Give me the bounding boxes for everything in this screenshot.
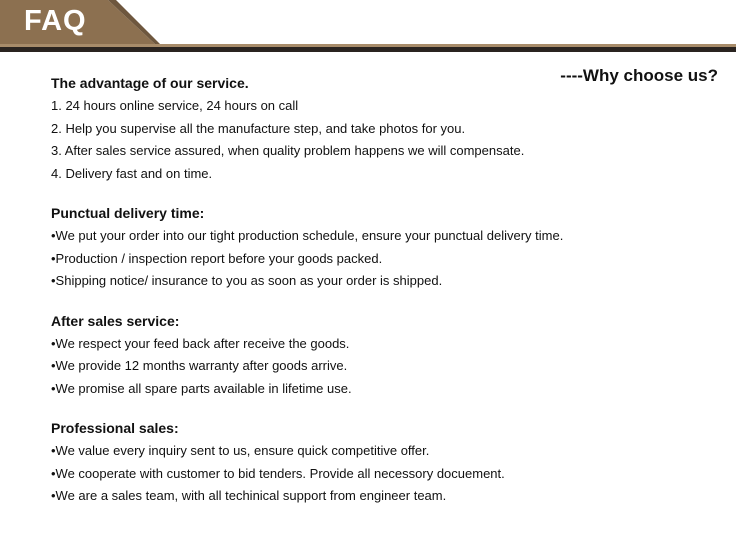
list-item: •Production / inspection report before your goods packed. [51,250,383,266]
list-item: •Shipping notice/ insurance to you as soon as your order is shipped. [51,273,443,288]
list-item: •We are a sales team, with all techinical support from engineer team. [51,488,447,503]
why-choose-us-tagline: ----Why choose us? [560,66,718,85]
section-service-advantage [51,72,721,185]
page-title: FAQ [24,5,87,37]
list-item: •We put your order into our tight production schedule, ensure your punctual delivery time. [51,228,564,243]
faq-content [51,72,721,525]
list-item: 3. After sales service assured, when quality problem happens we will compensate. [51,143,525,158]
section-heading: Punctual delivery time: [51,205,205,221]
list-item: •We respect your feed back after receive the goods. [51,335,350,351]
list-item: 2. Help you supervise all the manufacture step, and take photos for you. [51,120,466,136]
list-item: •We provide 12 months warranty after goods arrive. [51,358,348,373]
banner-rule-dark [0,47,736,52]
faq-banner [0,0,750,58]
section-heading: After sales service: [51,312,180,329]
list-item: •We value every inquiry sent to us, ensure quick competitive offer. [51,443,430,458]
section-punctual-delivery [51,202,721,293]
banner-rule-light [0,44,736,47]
section-heading: The advantage of our service. [51,75,249,91]
section-after-sales [51,310,721,401]
list-item: 1. 24 hours online service, 24 hours on call [51,98,299,113]
list-item: •We promise all spare parts available in lifetime use. [51,380,352,396]
list-item: 4. Delivery fast and on time. [51,165,213,181]
list-item: •We cooperate with customer to bid tenders. Provide all necessory docuement. [51,465,505,481]
banner-graphic [0,0,750,58]
section-heading: Professional sales: [51,420,179,436]
section-professional-sales [51,417,721,508]
